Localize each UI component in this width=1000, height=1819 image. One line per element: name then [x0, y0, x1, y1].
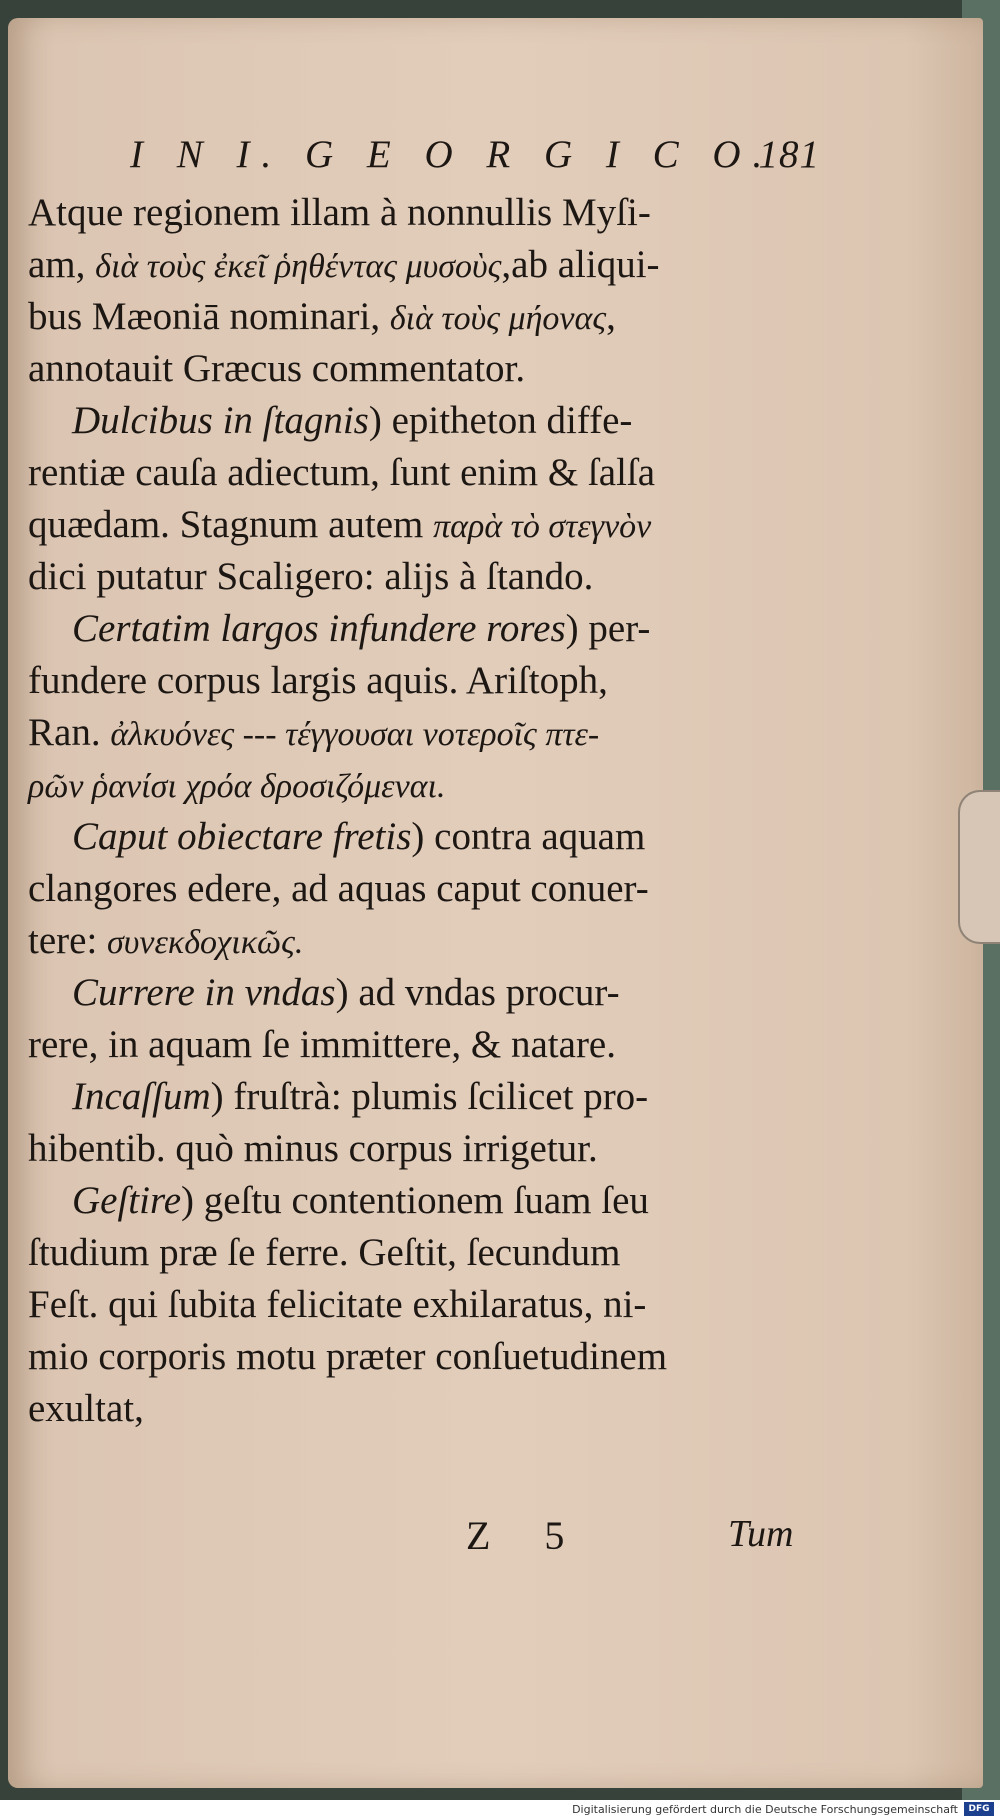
lemma-text: Geſtire [72, 1179, 182, 1222]
page-tab-marker [958, 790, 1000, 944]
text-line [72, 396, 842, 446]
lemma-text: Incaſſum [72, 1075, 211, 1118]
line-text: ſtudium præ ſe ferre. Geſtit, ſecundum [28, 1231, 621, 1274]
page-number: 181 [758, 133, 820, 176]
text-line [72, 1176, 842, 1226]
text-line [28, 864, 798, 914]
lemma-text: Certatim largos infundere rores [72, 607, 566, 650]
footer-bar [0, 1800, 1000, 1819]
text-line [28, 1020, 798, 1070]
greek-text: παρὰ τὸ στεγνὸν [433, 508, 652, 545]
text-line [28, 448, 798, 498]
text-line [28, 1124, 798, 1174]
text-line [72, 968, 842, 1018]
lemma-text: Caput obiectare fretis [72, 815, 412, 858]
line-text: dici putatur Scaligero: alijs à ſtando. [28, 555, 594, 598]
text-line [28, 292, 798, 344]
text-line [28, 188, 798, 238]
greek-text: ἀλκυόνες --- τέγγουσαι νοτεροῖς πτε- [110, 716, 600, 753]
line-text: quædam. Stagnum autem [28, 503, 434, 546]
text-line [28, 552, 798, 602]
greek-text: διὰ τοὺς μήονας [389, 300, 607, 337]
line-text: Feſt. qui ſubita felicitate exhilaratus, ni- [28, 1283, 647, 1326]
line-text: rere, in aquam ſe immittere, & natare. [28, 1023, 616, 1066]
greek-text: συνεκδοχικῶς. [107, 924, 304, 961]
text-line [28, 760, 798, 812]
running-head-title: I N I. G E O R G I C O. [130, 133, 775, 176]
text-line [28, 500, 798, 552]
line-text: am, [28, 243, 96, 286]
line-text: exultat, [28, 1387, 144, 1430]
signature-mark: Z 5 [466, 1513, 587, 1558]
line-text: ,ab aliqui- [501, 243, 660, 286]
line-text: ) epitheton diffe- [368, 399, 633, 442]
line-text: rentiæ cauſa adiectum, ſunt enim & ſalſa [28, 451, 656, 494]
text-line [28, 656, 798, 706]
text-line [72, 1072, 842, 1122]
footer-credit: Digitalisierung gefördert durch die Deutsche Forschungsgemeinschaft [572, 1803, 958, 1816]
line-text: Atque regionem illam à nonnullis Myſi- [28, 191, 651, 234]
dfg-logo: DFG [964, 1802, 994, 1816]
line-text: ) ad vndas procur- [335, 971, 620, 1014]
text-line [28, 916, 798, 968]
catchword: Tum [728, 1513, 794, 1555]
greek-text: ρῶν ῥανίσι χρόα δροσιζόμεναι. [28, 768, 446, 805]
text-line [28, 1384, 798, 1434]
line-text: ) geſtu contentionem ſuam ſeu [181, 1179, 649, 1222]
lemma-text: Dulcibus in ſtagnis [72, 399, 369, 442]
line-text: clangores edere, ad aquas caput conuer- [28, 867, 649, 910]
line-text: Ran. [28, 711, 111, 754]
text-line [28, 1228, 798, 1278]
line-text: ) fruſtrà: plumis ſcilicet pro- [210, 1075, 649, 1118]
line-text: annotauit Græcus commentator. [28, 347, 526, 390]
running-head [130, 132, 820, 182]
line-text: tere: [28, 919, 108, 962]
text-line [72, 812, 842, 862]
line-text: hibentib. quò minus corpus irrigetur. [28, 1127, 598, 1170]
text-line [28, 708, 798, 760]
line-text: fundere corpus largis aquis. Ariſtoph, [28, 659, 608, 702]
line-text: bus Mæoniā nominari, [28, 295, 390, 338]
line-text: , [606, 295, 616, 338]
lemma-text: Currere in vndas [72, 971, 336, 1014]
greek-text: διὰ τοὺς ἐκεῖ ῥηθέντας μυσοὺς [95, 248, 502, 285]
line-text: ) per- [565, 607, 651, 650]
line-text: mio corporis motu præter conſuetudinem [28, 1335, 668, 1378]
text-line [28, 1332, 798, 1382]
text-line [28, 1280, 798, 1330]
text-line [72, 604, 842, 654]
text-line [28, 240, 798, 292]
line-text: ) contra aquam [411, 815, 646, 858]
text-line [28, 344, 798, 394]
